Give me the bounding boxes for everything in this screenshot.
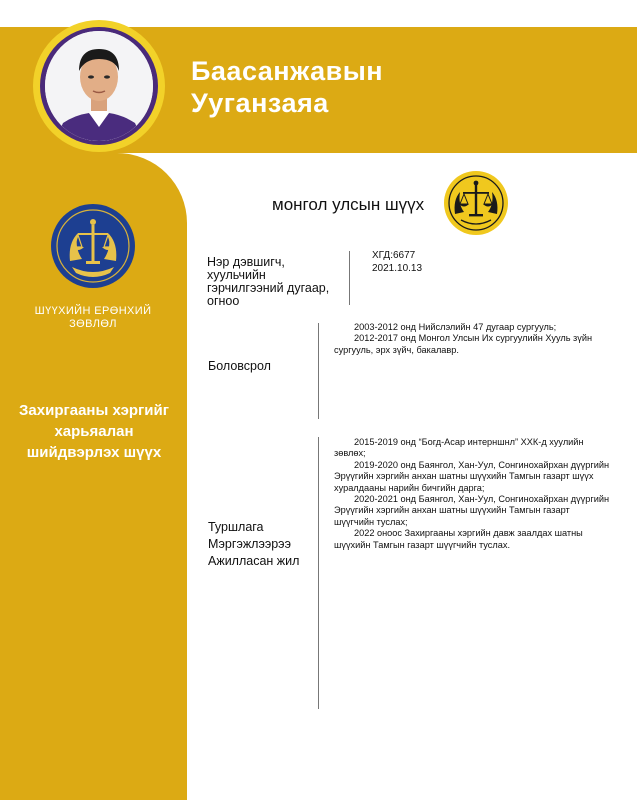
certificate-date: 2021.10.13 (372, 262, 423, 274)
court-title: монгол улсын шүүх (272, 195, 425, 214)
court-emblem-icon (443, 170, 509, 236)
certificate-info (372, 250, 422, 275)
person-surname: Баасанжавын (191, 56, 384, 86)
judicial-council-emblem-icon (50, 203, 136, 289)
experience-label: Туршлага Мэргэжлээрээ Ажилласан жил (208, 520, 300, 568)
education-item: 2012-2017 онд Монгол Улсын Их сургуулийн Хууль зүйн сургууль, эрх зүйч, бакалавр. (334, 333, 593, 355)
certificate-label: Нэр дэвшигч, хуульчийн гэрчилгээний дугаар, огноо (207, 255, 330, 308)
person-portrait-icon (45, 31, 153, 141)
organization-name: ШҮҮХИЙН ЕРӨНХИЙ ЗӨВЛӨЛ (34, 305, 152, 330)
divider (318, 323, 319, 419)
divider (349, 251, 350, 305)
experience-item: 2022 оноос Захиргааны хэргийн давж заалдах шатны шүүхийн Тамгын газарт шүүгчийн туслах. (334, 528, 583, 550)
experience-item: 2019-2020 онд Баянгол, Хан-Уул, Сонгинохайрхан дүүргийн Эрүүгийн хэргийн анхан шатны шүүхийн Тамгын газарт шүүх хуралдааны нарийн бичгийн дарга; (334, 459, 610, 493)
education-list (334, 322, 612, 356)
education-item: 2003-2012 онд Нийслэлийн 47 дугаар сургууль; (354, 322, 557, 332)
education-label: Боловсрол (208, 359, 271, 373)
experience-item: 2020-2021 онд Баянгол, Хан-Уул, Сонгинохайрхан дүүргийн Эрүүгийн хэргийн анхан шатны шүүхийн Тамгын газарт шүүгчийн туслах; (334, 494, 610, 527)
certificate-number: ХГД:6677 (372, 250, 416, 261)
person-given-name: Ууганзаяа (191, 88, 329, 118)
divider (318, 437, 319, 709)
position-title: Захиргааны хэргийг харьяалан шийдвэрлэх шүүх (19, 402, 169, 461)
profile-photo (40, 27, 158, 145)
profile-photo-frame (33, 20, 165, 152)
experience-list (334, 437, 612, 551)
experience-item: 2015-2019 онд “Богд-Асар интерншнл” ХХК-д хуулийн зөвлөх; (334, 437, 584, 459)
